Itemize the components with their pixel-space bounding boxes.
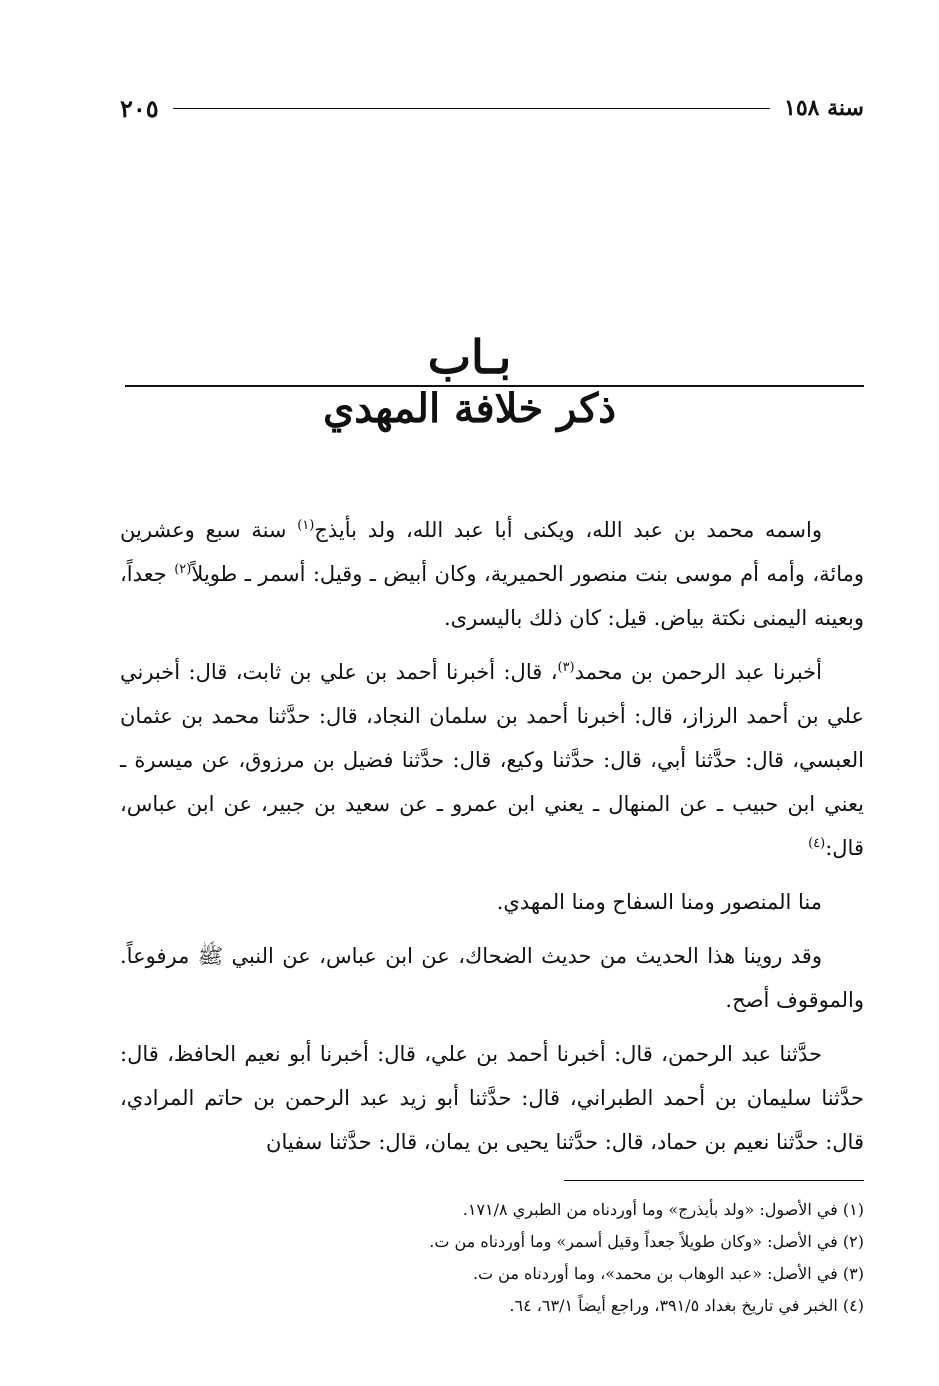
running-header-section: سنة ١٥٨ <box>784 95 864 121</box>
footnote-rule <box>564 1180 864 1181</box>
paragraph-text: واسمه محمد بن عبد الله، ويكنى أبا عبد الله، ولد بأيذج <box>314 518 822 542</box>
header-rule <box>173 108 770 109</box>
paragraph <box>120 880 864 924</box>
paragraph-text: ، قال: أخبرنا أحمد بن علي بن ثابت، قال: أخبرني علي بن أحمد الرزاز، قال: أخبرنا أحمد بن سلمان النجاد، قال: حدَّثنا محمد بن عثمان العبسي، قال: حدَّثنا أبي، قال: حدَّثنا وكيع، قال: حدَّثنا فضيل بن مرزوق، عن ميسرة ـ يعني ابن حبيب ـ عن المنهال ـ يعني ابن عمرو ـ عن سعيد بن جبير، عن ابن عباس، قال: <box>120 660 864 860</box>
footnotes <box>120 1194 864 1322</box>
footnote: (١) في الأصول: «ولد بأيذرج» وما أوردناه من الطبري ١٧١/٨. <box>462 1200 864 1219</box>
paragraph <box>120 508 864 640</box>
page-number: ٢٠٥ <box>120 93 159 123</box>
paragraph <box>120 1032 864 1164</box>
paragraph-text: سنة سبع وعشرين ومائة، وأمه أم موسى بنت منصور الحميرية، وكان أبيض ـ وقيل: أسمر ـ طويلاً <box>120 518 864 586</box>
footnote-marker: (٣) <box>557 660 575 675</box>
paragraph <box>120 934 864 1022</box>
footnote: (٤) الخبر في تاريخ بغداد ٣٩١/٥، وراجع أيضاً ٦٣/١، ٦٤. <box>509 1296 864 1315</box>
footnote-marker: (١) <box>297 518 315 533</box>
paragraph-text: حدَّثنا عبد الرحمن، قال: أخبرنا أحمد بن علي، قال: أخبرنا أبو نعيم الحافظ، قال: حدَّثنا سليمان بن أحمد الطبراني، قال: حدَّثنا أبو زيد عبد الرحمن بن حاتم المرادي، قال: حدَّثنا نعيم بن حماد، قال: حدَّثنا يحيى بن يمان، قال: حدَّثنا سفيان <box>120 1042 864 1154</box>
paragraph-text: وقد روينا هذا الحديث من حديث الضحاك، عن ابن عباس، عن النبي ﷺ مرفوعاً. والموقوف أصح. <box>120 944 864 1012</box>
paragraph <box>120 650 864 870</box>
running-header <box>120 92 864 124</box>
footnote: (٣) في الأصل: «عبد الوهاب بن محمد»، وما أوردناه من ت. <box>472 1264 864 1283</box>
chapter-label: بـاب <box>427 330 512 384</box>
footnote-marker: (٢) <box>174 562 192 577</box>
paragraph-text: منا المنصور ومنا السفاح ومنا المهدي. <box>496 890 822 914</box>
footnote-marker: (٤) <box>808 836 826 851</box>
body-text <box>120 508 864 1174</box>
paragraph-text: جعداً، وبعينه اليمنى نكتة بياض. قيل: كان ذلك باليسرى. <box>120 562 864 630</box>
paragraph-text: أخبرنا عبد الرحمن بن محمد <box>574 660 822 684</box>
chapter-title: ذكر خلافة المهدي <box>322 385 617 432</box>
footnote: (٢) في الأصل: «وكان طويلاً جعداً وقيل أسمر» وما أوردناه من ت. <box>429 1232 864 1251</box>
